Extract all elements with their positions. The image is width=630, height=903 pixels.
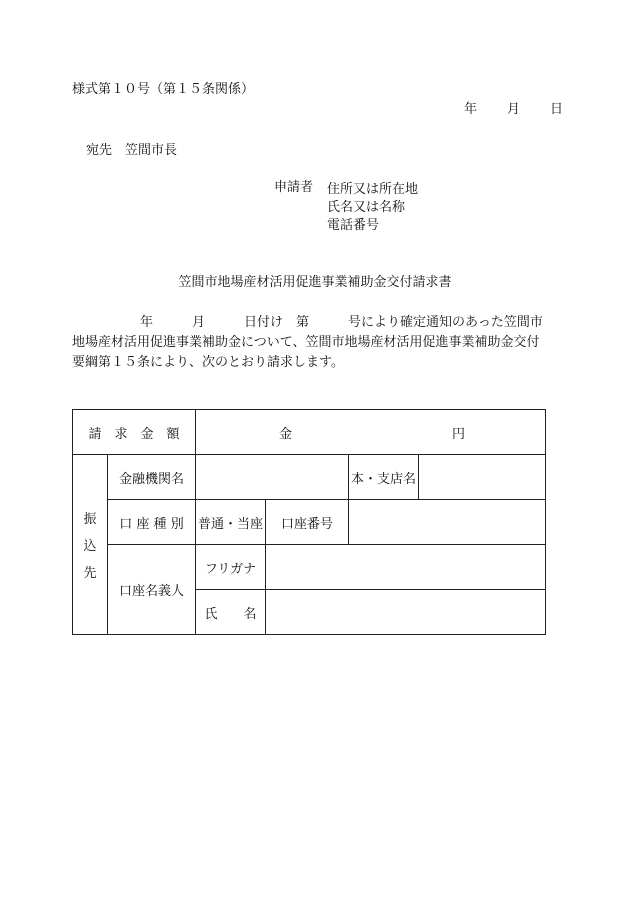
applicant-address-label: 住所又は所在地 bbox=[327, 182, 419, 197]
account-number-label: 口座番号 bbox=[266, 500, 349, 545]
date-year: 年 bbox=[464, 102, 478, 117]
body-line-1: 年 月 日付け 第 号により確定通知のあった笠間市 bbox=[140, 315, 543, 330]
holder-label: 口座名義人 bbox=[108, 545, 196, 635]
addressee: 宛先 笠間市長 bbox=[86, 143, 178, 158]
request-table bbox=[72, 409, 546, 635]
date-line bbox=[464, 103, 563, 116]
body-text bbox=[72, 313, 543, 373]
amount-label: 請 求 金 額 bbox=[73, 410, 196, 455]
branch-name-field[interactable] bbox=[419, 455, 546, 500]
applicant-name-label: 氏名又は名称 bbox=[327, 200, 406, 215]
amount-prefix: 金 bbox=[279, 426, 293, 442]
account-type-value[interactable]: 普通・当座 bbox=[196, 500, 266, 545]
bank-name-field[interactable] bbox=[196, 455, 349, 500]
branch-label: 本・支店名 bbox=[349, 455, 419, 500]
account-row bbox=[73, 500, 546, 545]
furigana-row bbox=[73, 545, 546, 590]
applicant-fields bbox=[327, 181, 418, 235]
bank-row bbox=[73, 455, 546, 500]
body-line-3: 要綱第１５条により、次のとおり請求します。 bbox=[72, 355, 344, 370]
document-title: 笠間市地場産材活用促進事業補助金交付請求書 bbox=[178, 275, 452, 290]
holder-name-label: 氏 名 bbox=[196, 590, 266, 635]
transfer-char-3: 先 bbox=[83, 566, 97, 581]
date-month: 月 bbox=[507, 102, 521, 117]
furigana-field[interactable] bbox=[266, 545, 546, 590]
account-type-label: 口 座 種 別 bbox=[108, 500, 196, 545]
transfer-char-2: 込 bbox=[83, 539, 97, 554]
date-day: 日 bbox=[550, 102, 564, 117]
applicant-phone-label: 電話番号 bbox=[327, 218, 380, 233]
amount-row bbox=[73, 410, 546, 455]
applicant-label: 申請者 bbox=[274, 180, 314, 195]
furigana-label: フリガナ bbox=[196, 545, 266, 590]
bank-label: 金融機関名 bbox=[108, 455, 196, 500]
body-line-2: 地場産材活用促進事業補助金について、笠間市地場産材活用促進事業補助金交付 bbox=[72, 335, 540, 350]
transfer-label-cell bbox=[73, 455, 108, 635]
account-number-field[interactable] bbox=[349, 500, 546, 545]
amount-suffix: 円 bbox=[452, 426, 466, 442]
form-number: 様式第１０号（第１５条関係） bbox=[72, 82, 255, 97]
transfer-char-1: 振 bbox=[83, 512, 97, 527]
holder-name-field[interactable] bbox=[266, 590, 546, 635]
amount-cell[interactable] bbox=[196, 410, 546, 455]
